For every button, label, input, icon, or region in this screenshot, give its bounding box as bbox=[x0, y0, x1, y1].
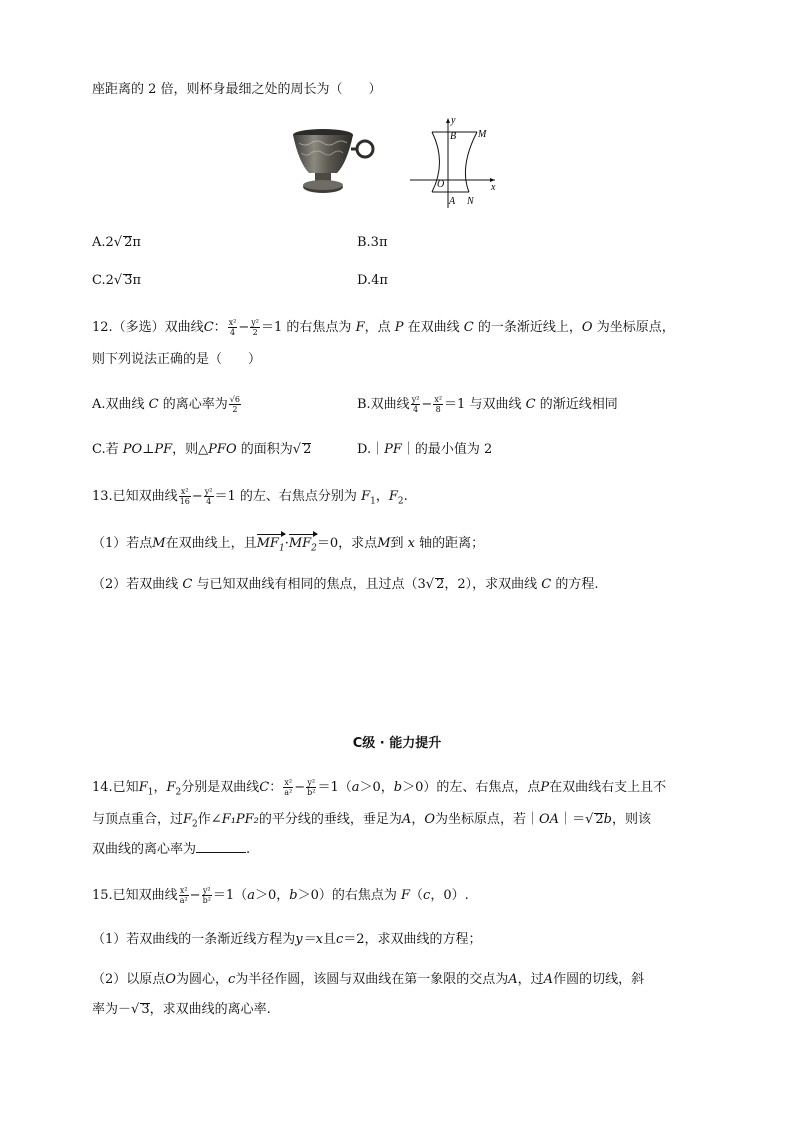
q11-option-a: A.2√ 2π bbox=[92, 235, 141, 250]
label-B: B bbox=[450, 131, 457, 142]
q11-option-b: B.3π bbox=[357, 235, 388, 250]
right-curve bbox=[465, 132, 477, 192]
y-axis-arrow bbox=[446, 118, 450, 123]
q13-part-1: （1）若点M在双曲线上，且$MF_1\cdot MF_2=0$，求点M到 x 轴的距离； bbox=[92, 536, 485, 554]
q13-part-2: （2）若双曲线 C 与已知双曲线有相同的焦点，且过点（3√ 2，2），求双曲线 C 的方程. bbox=[92, 577, 599, 592]
q15-part-2-line2: 率为－√ 3，求双曲线的离心率. bbox=[92, 1002, 271, 1017]
answer-blank bbox=[196, 840, 246, 853]
q14-stem-line1: 14.已知$F_1$，$F_2$分别是双曲线C： $\frac{\text{x²}}{\text{a²}}$ − $\frac{\text{y²}}{\text{b²}}$ ＝1（a＞0，b＞0）的左、右焦点，点P在双曲线右支上且不 bbox=[92, 778, 667, 798]
cup-photo bbox=[285, 125, 385, 205]
cup-diagram bbox=[405, 112, 505, 212]
q15-part-2: （2）以原点O为圆心，c为半径作圆，该圆与双曲线在第一象限的交点为A，过A作圆的切线，斜 bbox=[92, 972, 645, 987]
q14-stem-line2: 与顶点重合，过$F_2$作∠F₁PF₂的平分线的垂线，垂足为A，O为坐标原点，若｜OA｜＝√ 2b，则该 bbox=[92, 812, 651, 830]
label-O: O bbox=[437, 179, 445, 190]
q12-option-a: A.双曲线 C 的离心率为 $\frac{√6}{2}$ bbox=[92, 395, 240, 414]
q12-option-d: D.｜PF｜的最小值为 2 bbox=[357, 442, 493, 457]
q11-option-c: C.2√ 3π bbox=[92, 273, 142, 288]
q12-option-c: C.若 PO⊥PF，则△PFO 的面积为√ 2 bbox=[92, 442, 312, 457]
q15-part-1: （1）若双曲线的一条渐近线方程为y＝x且c＝2，求双曲线的方程； bbox=[92, 932, 482, 947]
section-heading: C级 · 能力提升 bbox=[352, 736, 442, 751]
q12-stem: 12.（多选）双曲线C： $\frac{\text{x²}}{4}$ − $\frac{\text{y²}}{2}$ ＝1 的右焦点为 F，点 P 在双曲线 C 的一条渐近线上，O 为坐标原点， bbox=[92, 318, 675, 337]
q13-stem: 13.已知双曲线 $\frac{\text{x²}}{16}$ − $\frac{\text{y²}}{4}$ ＝1 的左、右焦点分别为 $F_1$，$F_2$. bbox=[92, 487, 408, 507]
label-y: y bbox=[451, 115, 456, 126]
q14-stem-line3: 双曲线的离心率为 . bbox=[92, 842, 251, 857]
q12-option-b: B.双曲线 $\frac{\text{y²}}{4}$ − $\frac{\text{x²}}{8}$ ＝1 与双曲线 C 的渐近线相同 bbox=[357, 395, 618, 414]
q11-option-d: D.4π bbox=[357, 273, 388, 288]
label-N: N bbox=[467, 196, 474, 207]
q15-stem: 15.已知双曲线 $\frac{\text{x²}}{\text{a²}}$ − $\frac{\text{y²}}{\text{b²}}$ ＝1（a＞0，b＞0）的右焦点为 F（c，0）. bbox=[92, 886, 469, 905]
q12-stem-line2: 则下列说法正确的是（ ） bbox=[92, 352, 262, 367]
label-x: x bbox=[491, 182, 496, 193]
label-M: M bbox=[478, 129, 487, 140]
label-A: A bbox=[449, 196, 456, 207]
q11-stem-tail: 座距离的 2 倍，则杯身最细之处的周长为（ ） bbox=[92, 82, 382, 97]
